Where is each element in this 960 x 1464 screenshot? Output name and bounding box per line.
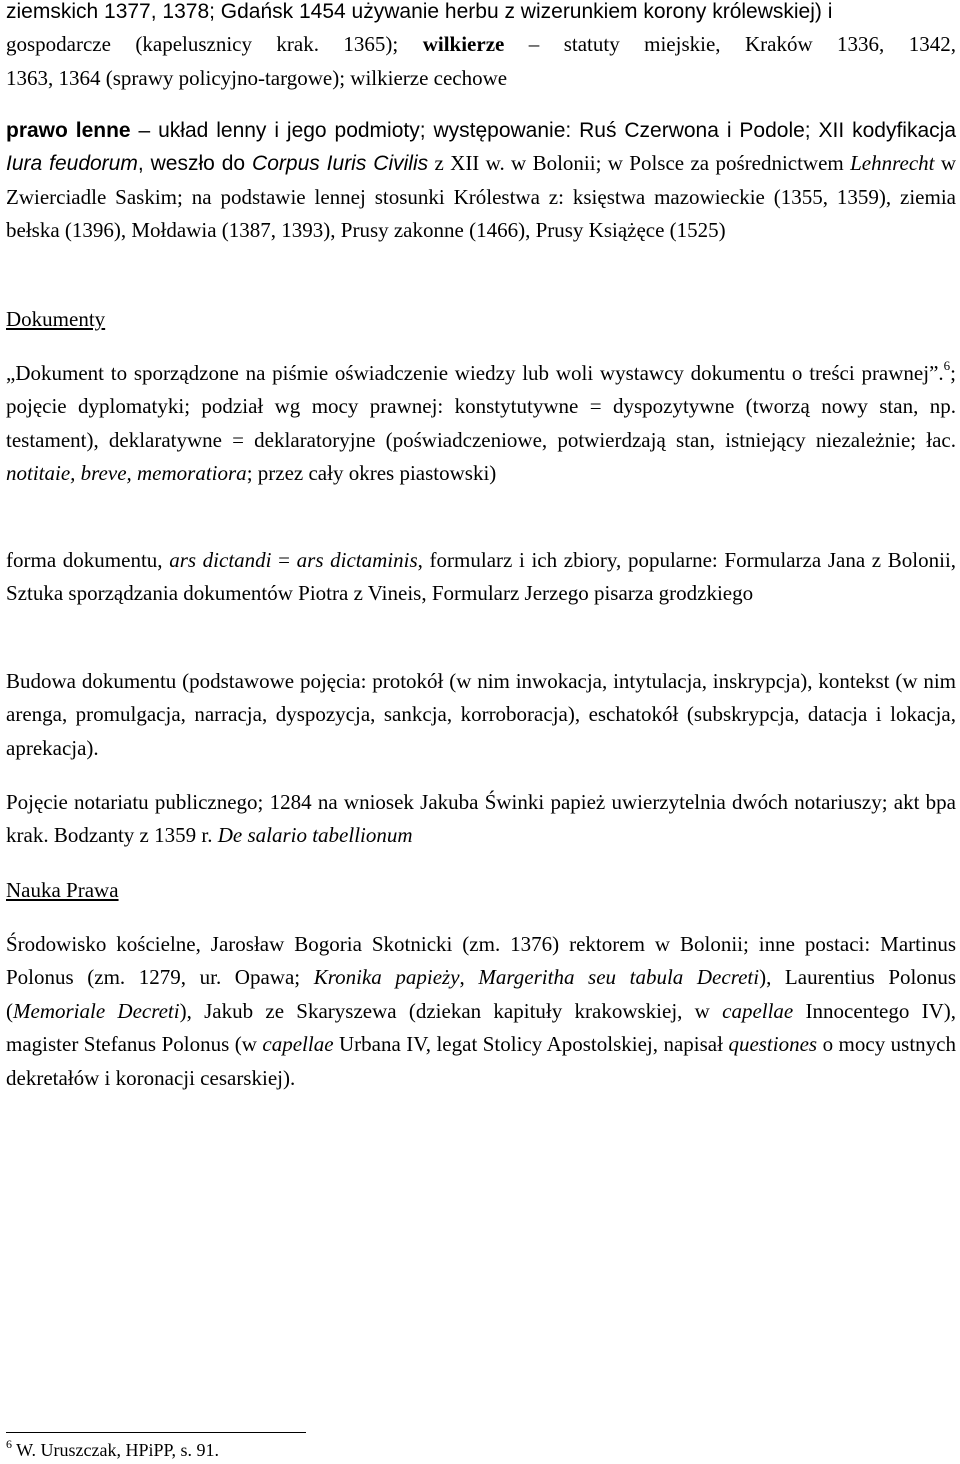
paragraph-notariat [6,786,956,853]
italic-term: Kronika papieży [313,965,460,990]
text-line: 1363, 1364 (sprawy policyjno-targowe); wilkierze cechowe [6,65,508,90]
text-span: ; pojęcie dyplomatyki; podział wg mocy prawnej: konstytutywne = dyspozytywne (tworzą nowy stan, np. testament), deklaratywne = deklaratoryjne (poświadczeniowe, potwierdzają stan, istniejący niezależnie; łac. [6,361,956,452]
text-span: – statuty miejskie, Kraków 1336, 1342, [504,32,956,57]
text-span: – układ lenny i jego podmioty; występowanie: Ruś Czerwona i Podole; XII kodyfikacja [130,119,957,142]
footnote-text: W. Uruszczak, HPiPP, s. 91. [12,1440,220,1460]
italic-term: ars dictandi [169,548,272,572]
text-span: o mocy ustnych dekretałów i koronacji cesarskiej). [6,1032,957,1090]
text-span: ), Jakub ze Skaryszewa (dziekan kapituły krakowskiej, w [179,998,723,1023]
italic-term: Corpus Iuris Civilis [252,152,429,176]
text-span: = [271,548,297,572]
italic-term: Margeritha seu tabula Decreti [478,965,760,990]
section-heading-nauka-prawa: Nauka Prawa [6,878,119,902]
italic-term: De salario tabellionum [217,823,413,848]
text-span: Innocentego IV), magister Stefanus Polonus (w [6,998,956,1057]
italic-term: capellae [262,1032,334,1057]
paragraph-forma-dokumentu [6,544,956,611]
paragraph-srodowisko-koscielne [6,928,956,1095]
text-line [6,28,956,61]
italic-term: capellae [722,998,794,1023]
paragraph-continuation [6,0,956,95]
footnote-number: 6 [6,1437,12,1451]
text-span: ), Laurentius Polonus ( [6,965,957,1023]
text-span: , [459,965,479,990]
text-span: Środowisko kościelne, Jarosław Bogoria Skotnicki (zm. 1376) rektorem w Bolonii; inne postaci: Martinus Polonus (zm. 1279, ur. Opawa; [6,932,956,990]
italic-term: ars dictaminis [296,548,418,572]
text-span: , formularz i ich zbiory, popularne: Formularza Jana z Bolonii, Sztuka sporządzania dokumentów Piotra z Vineis, Formularz Jerzego pisarza grodzkiego [6,548,957,606]
italic-term: Iura feudorum [6,152,138,176]
italic-term: questiones [728,1032,818,1057]
text-span: gospodarcze (kapelusznicy krak. 1365); [6,32,423,57]
text-span: z XII w. w Bolonii; w Polsce za pośrednictwem [428,151,851,176]
text-line: ziemskich 1377, 1378; Gdańsk 1454 używanie herbu z wizerunkiem korony królewskiej) i [6,0,833,23]
paragraph-budowa-dokumentu: Budowa dokumentu (podstawowe pojęcia: protokół (w nim inwokacja, intytulacja, inskrypcja), kontekst (w nim arenga, promulgacja, narracja, dyspozycja, sankcja, korroboracja), eschatokół (subskrypcja, datacja i lokacja, aprekacja). [6,669,956,760]
text-span: , weszło do [137,152,253,176]
section-heading-dokumenty: Dokumenty [6,307,106,331]
term-prawo-lenne: prawo lenne [6,119,131,142]
italic-term: Lehnrecht [850,151,935,176]
italic-term: Memoriale Decreti [13,998,180,1023]
text-span: Pojęcie notariatu publicznego; 1284 na wniosek Jakuba Świnki papież uwierzytelnia dwóch notariuszy; akt bpa krak. Bodzanty z 1359 r. [6,790,956,848]
term-wilkierze: wilkierze [422,32,505,57]
text-span: w Zwierciadle Saskim; na podstawie lennej stosunki Królestwa z: księstwa mazowieckie (1355, 1359), ziemia bełska (1396), Mołdawia (1387, 1393), Prusy zakonne (1466), Prusy Książęce (1525) [6,151,957,243]
text-span: „Dokument to sporządzone na piśmie oświadczenie wiedzy lub woli wystawcy dokumentu o treści prawnej”. [6,361,944,385]
footnote-divider [6,1432,306,1433]
italic-term: notitaie, breve, memoratiora [6,461,247,486]
text-span: forma dokumentu, [6,548,170,572]
paragraph-dokumenty-definition [6,357,956,491]
paragraph-prawo-lenne [6,114,956,248]
text-span: ; przez cały okres piastowski) [246,461,497,486]
text-span: Urbana IV, legat Stolicy Apostolskiej, napisał [333,1032,729,1057]
footnote [6,1438,219,1462]
footnote-reference[interactable]: 6 [943,358,951,373]
